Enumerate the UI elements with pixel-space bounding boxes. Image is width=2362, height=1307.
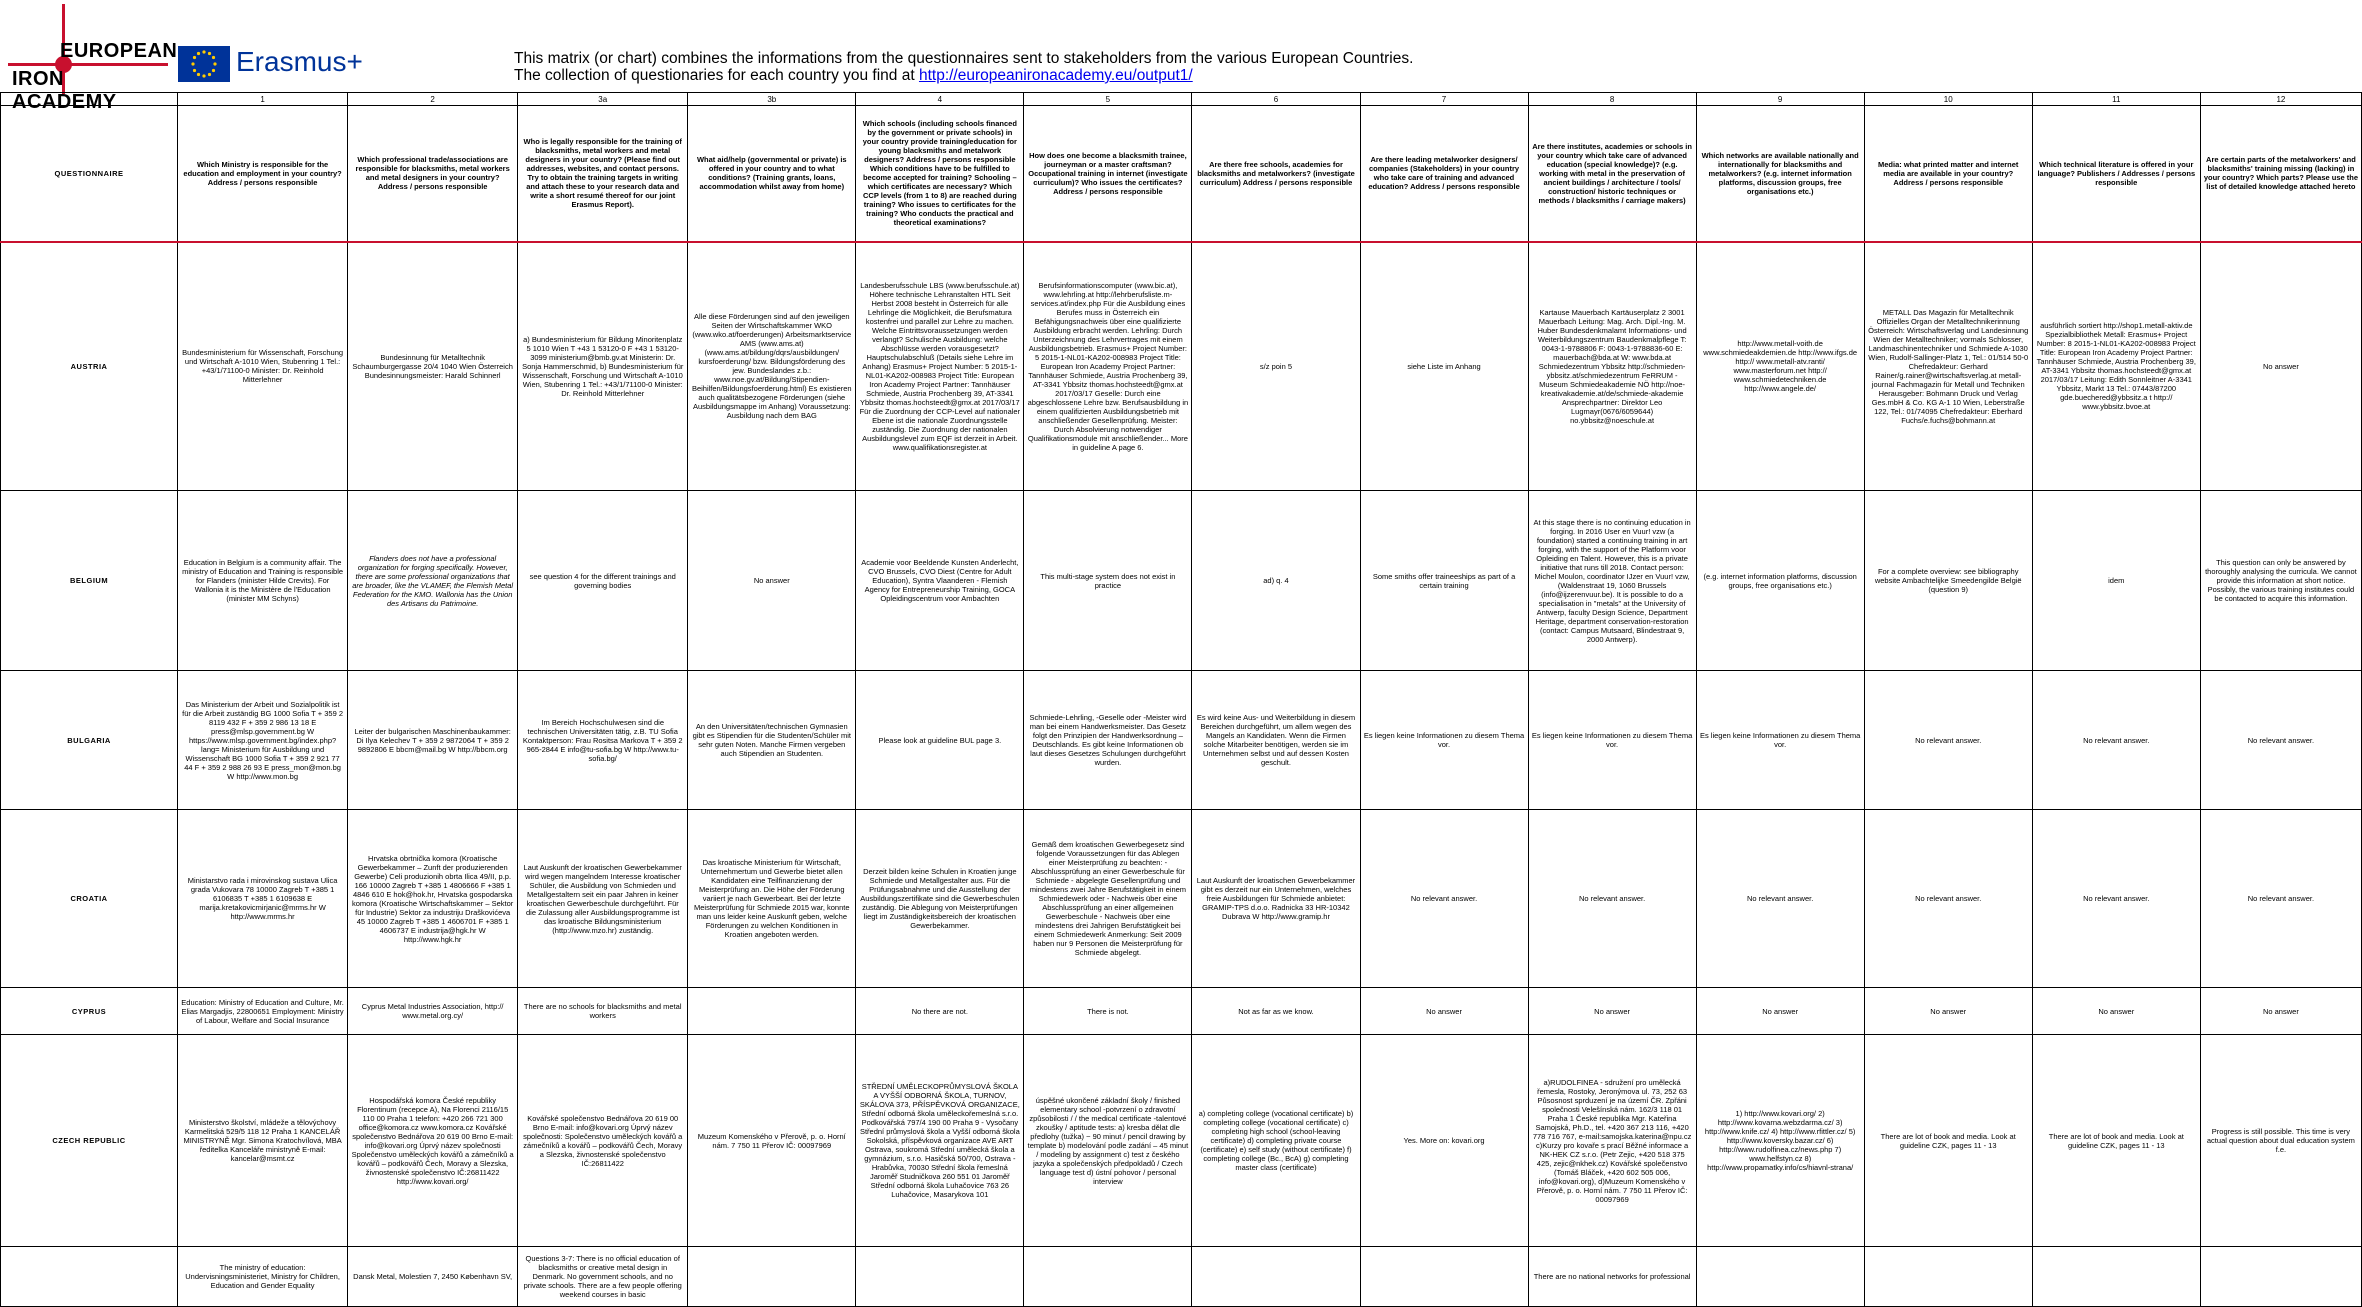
answer-cell: a) completing college (vocational certificate) b) completing college (vocational certificate) c) completing high school (school-leaving certificate) d) completing private course (certificate) e) self study (without certificate) f) completing college (Bc., BcA) g) completing master class (certificate) <box>1192 1035 1360 1247</box>
answer-cell: Alle diese Förderungen sind auf den jeweiligen Seiten der Wirtschaftskammer WKO (www.wko.at/foerderungen) Arbeitsmarktservice AMS (www.ams.at) (www.ams.at/bildung/dqrs/ausbildungen/ kursfoerderung/ bzw. Bildungsförderung des jew. Bundeslandes z.b.: www.noe.gv.at/Bildung/Stipendien-Beihilfen/Bildungsfoerderung.html) Es existieren auch qualitätsbezogene Förderungen (siehe Ausbildungsmappe im Anhang) Voraussetzung: Ausbildung nach dem BAG <box>688 242 856 491</box>
answer-cell: No answer <box>1360 988 1528 1035</box>
question-cell: Media: what printed matter and internet media are available in your country? Address / persons responsible <box>1864 106 2032 242</box>
answer-cell: (e.g. internet information platforms, discussion groups, free organisations etc.) <box>1696 491 1864 671</box>
question-cell: Which networks are available nationally and internationally for blacksmiths and metalworkers? (e.g. internet information platforms, discussion groups, free organisations etc.) <box>1696 106 1864 242</box>
column-number-row <box>1 93 2362 106</box>
answer-cell: http://www.metall-voith.de www.schmiedeakdemien.de http://www.ifgs.de http:// www.metall-atv.ranti/ www.masterforum.net http:// www.schmiedetechniken.de http://www.angele.de/ <box>1696 242 1864 491</box>
matrix-table <box>0 92 2362 1307</box>
question-cell: How does one become a blacksmith trainee, journeyman or a master craftsman? Occupational training in internet (investigate curriculum)? Who issues the certificates? Address / persons responsible <box>1024 106 1192 242</box>
answer-cell: Das Ministerium der Arbeit und Sozialpolitik ist für die Arbeit zuständig BG 1000 Sofia T + 359 2 8119 432 F + 359 2 986 13 18 E press@mlsp.government.bg W https://www.mlsp.government.bg/index.php?lang= Ministerium für Ausbildung und Wissenschaft BG 1000 Sofia T + 359 2 921 77 44 F + 359 2 988 26 93 E press_mon@mon.bg W http://www.mon.bg <box>178 671 348 810</box>
answer-cell: siehe Liste im Anhang <box>1360 242 1528 491</box>
country-row <box>1 988 2362 1035</box>
country-name: CYPRUS <box>1 988 178 1035</box>
answer-cell: Hrvatska obrtnička komora (Kroatische Gewerbekammer – Zunft der produzierenden Gewerbe) Celi produzionih obrta Ilica 49/II, p.p. 166 10000 Zagreb T +385 1 4806666 F +385 1 4846 610 E hok@hok.hr, Hrvatska gospodarska komora (Kroatische Wirtschaftskammer – Sektor für Industrie) Sektor za industriju Draškovićeva 45 10000 Zagreb T +385 1 4606701 F +385 1 4606737 E industrija@hgk.hr W http://www.hgk.hr <box>348 810 518 988</box>
column-number: 10 <box>1864 93 2032 106</box>
answer-cell: Leiter der bulgarischen Maschinenbaukammer: Di Ilya Kelechev T + 359 2 9872064 T + 359 2 9892806 E bbcm@mail.bg W http://bbcm.org <box>348 671 518 810</box>
answer-cell <box>856 1247 1024 1307</box>
answer-cell <box>2032 1247 2200 1307</box>
eu-flag-icon <box>178 46 230 82</box>
answer-cell: This multi-stage system does not exist in practice <box>1024 491 1192 671</box>
question-cell: Which professional trade/associations are responsible for blacksmiths, metal workers and metal designers in your country? Address / persons responsible <box>348 106 518 242</box>
answer-cell: No answer <box>1528 988 1696 1035</box>
questionnaire-row <box>1 106 2362 242</box>
answer-cell: No there are not. <box>856 988 1024 1035</box>
answer-cell <box>1864 1247 2032 1307</box>
answer-cell: METALL Das Magazin für Metalltechnik Offizielles Organ der Metalltechnikerinnung Österreich: Wirtschaftsverlag und Landesinnung Wien der Metalltechniker; vormals Schlosser, Landmaschinentechniker und Schmiede A-1030 Wien, Rudolf-Sallinger-Platz 1, Tel.: 01/514 50-0 Chefredakteur: Gerhard Rainer/g.rainer@wirtschaftsverlag.at metall-journal Fachmagazin für Metall und Techniken Herausgeber: Bohmann Druck und Verlag Ges.mbH & Co. KG A-1 10 Wien, Leberstraße 122, Tel.: 01/74095 Chefredakteur: Eberhard Fuchs/e.fuchs@bohmann.at <box>1864 242 2032 491</box>
answer-cell: At this stage there is no continuing education in forging. In 2016 User en Vuur! vzw (a foundation) started a continuing training in art forging, with the support of the Platform voor Opleiding en Talent. However, this is a private initiative that runs till 2018. Contact person: Michel Moulon, coordinator IJzer en Vuur! vzw, (Waldenstraat 19, 1060 Brussels (info@ijzerenvuur.be). It is possible to do a specialisation in "metals" at the University of Antwerp, faculty Design Science, Department Heritage, department conservation-restoration (contact: Campus Mutsaard, Blindestraat 9, 2000 Antwerp). <box>1528 491 1696 671</box>
answer-cell: No answer <box>1864 988 2032 1035</box>
answer-cell: ad) q. 4 <box>1192 491 1360 671</box>
column-number: 11 <box>2032 93 2200 106</box>
country-name: AUSTRIA <box>1 242 178 491</box>
answer-cell: Im Bereich Hochschulwesen sind die technischen Universitäten tätig, z.B. TU Sofia Kontaktperson: Frau Rositsa Markova T + 359 2 965-2844 E info@tu-sofia.bg W http://www.tu-sofia.bg/ <box>518 671 688 810</box>
answer-cell: Landesberufsschule LBS (www.berufsschule.at) Höhere technische Lehranstalten HTL Seit Herbst 2008 besteht in Österreich für alle Lehrlinge die Möglichkeit, die Berufsmatura kostenfrei und parallel zur Lehre zu machen. Welche Eintrittsvoraussetzungen werden verlangt? Schulische Ausbildung: welche Abschlüsse werden vorausgesetzt? Hauptschulabschluß (Details siehe Lehre im Anhang) Erasmus+ Project Number: 5 2015-1-NL01-KA202-008983 Project Title: European Iron Academy Project Partner: Tannhäuser Schmiede, Austria Prochenberg 39, AT-3341 Ybbsitz thomas.hochsteedt@gmx.at 2017/03/17 Für die Zuordnung der CCP-Level auf nationaler Ebene ist die nationale Zuordnungsstelle zuständig. Die Zuordnung der nationalen Ausbildungslevel zum EQF ist derzeit in Arbeit. www.qualifikationsregister.at <box>856 242 1024 491</box>
country-name: CROATIA <box>1 810 178 988</box>
answer-cell: No answer <box>2032 988 2200 1035</box>
answer-cell: Progress is still possible. This time is very actual question about dual education system f.e. <box>2200 1035 2361 1247</box>
answer-cell: No answer <box>2200 242 2361 491</box>
country-row <box>1 491 2362 671</box>
answer-cell: Gemäß dem kroatischen Gewerbegesetz sind folgende Voraussetzungen für das Ablegen einer Meisterprüfung zu beachten: - Abschlussprüfung an einer Gewerbeschule für Schmiede - abgelegte Gesellenprüfung und mindestens zwei Jahre Berufstätigkeit in einem Schmiedewerk oder - Nachweis über eine Abschlussprüfung an einer allgemeinen Gewerbeschule - Nachweis über eine mindestens drei Jahrigen Berufstätigkeit bei einem Schmiedewerk Anmerkung: Seit 2009 haben nur 9 Personen die Meisterprüfung für Schmiede abgelegt. <box>1024 810 1192 988</box>
country-row <box>1 1247 2362 1307</box>
answer-cell <box>2200 1247 2361 1307</box>
column-number: 5 <box>1024 93 1192 106</box>
column-number: 1 <box>178 93 348 106</box>
answer-cell: Das kroatische Ministerium für Wirtschaft, Unternehmertum und Gewerbe bietet allen Kandidaten eine Teilfinanzierung der Meisterprüfung an. Die Höhe der Förderung variiert je nach Gewerbeart. Bei der letzte Meisterprüfung für Schmiede 2015 war, konnte man uns leider keine Auskunft geben, welche Förderungen zu welchen Konditionen in Kroatien angeboten werden. <box>688 810 856 988</box>
answer-cell: There are lot of book and media. Look at guideline CZK, pages 11 - 13 <box>2032 1035 2200 1247</box>
answer-cell: a) Bundesministerium für Bildung Minoritenplatz 5 1010 Wien T +43 1 53120-0 F +43 1 53120-3099 ministerium@bmb.gv.at Ministerin: Dr. Sonja Hammerschmid, b) Bundesministerium für Wissenschaft, Forschung und Wirtschaft A-1010 Wien, Stubenring 1 Tel.: +43/1/71100-0 Minister: Dr. Reinhold Mitterlehner <box>518 242 688 491</box>
answer-cell: idem <box>2032 491 2200 671</box>
answer-cell: Es liegen keine Informationen zu diesem Thema vor. <box>1360 671 1528 810</box>
intro-line1: This matrix (or chart) combines the informations from the questionnaires sent to stakeholders from the various European Countries. <box>514 50 1414 67</box>
intro-line2-text: The collection of questionaries for each country you find at <box>514 67 915 84</box>
answer-cell: There is not. <box>1024 988 1192 1035</box>
answer-cell: Dansk Metal, Molestien 7, 2450 København SV, <box>348 1247 518 1307</box>
answer-cell <box>1024 1247 1192 1307</box>
answer-cell: Academie voor Beeldende Kunsten Anderlecht, CVO Brussels, CVO Diest (Centre for Adult Education), Syntra Vlaanderen - Flemish Agency for Entrepreneurship Training, GOCA Opleidingscentrum voor Ambachten <box>856 491 1024 671</box>
logo-cross-horizontal <box>8 63 168 66</box>
answer-cell: Some smiths offer traineeships as part of a certain training <box>1360 491 1528 671</box>
answer-cell: There are no schools for blacksmiths and metal workers <box>518 988 688 1035</box>
answer-cell: There are lot of book and media. Look at guideline CZK, pages 11 - 13 <box>1864 1035 2032 1247</box>
question-cell: Are there institutes, academies or schools in your country which take care of advanced education (special knowledge)? (e.g. working with metal in the preservation of ancient buildings / architecture / tools/ construction/ historic techniques or methods / blacksmiths / carriage makers) <box>1528 106 1696 242</box>
erasmus-plus-logo <box>178 44 378 86</box>
answer-cell: No relevant answer. <box>2200 810 2361 988</box>
answer-cell: Berufsinformationscomputer (www.bic.at), www.lehrling.at http://lehrberufsliste.m-services.at/index.php Für die Ausbildung eines Berufes muss in Österreich ein Befähigungsnachweis über eine qualifizierte Ausbildung erbracht werden. Lehrling: Durch Unterzeichnung des Lehrvertrages mit einem Ausbildungsbetrieb. Erasmus+ Project Number: 5 2015-1-NL01-KA202-008983 Project Title: European Iron Academy Project Partner: Tannhäuser Schmiede, Austria Prochenberg 39, AT-3341 Ybbsitz thomas.hochsteedt@gmx.at 2017/03/17 Geselle: Durch eine abgeschlossene Lehre bzw. Berufsausbildung in einem qualifizierten Ausbildungsbetrieb mit anschließender Gesellenprüfung. Meister: Durch Absolvierung notwendiger Qualifikationsmodule mit anschließender... More in guideline A page 6. <box>1024 242 1192 491</box>
country-name: CZECH REPUBLIC <box>1 1035 178 1247</box>
answer-cell: Muzeum Komenského v Přerově, p. o. Horní nám. 7 750 11 Přerov IČ: 00097969 <box>688 1035 856 1247</box>
column-number: 2 <box>348 93 518 106</box>
answer-cell: STŘEDNÍ UMĚLECKOPRŮMYSLOVÁ ŠKOLA A VYŠŠÍ ODBORNÁ ŠKOLA, TURNOV, SKÁLOVA 373, PŘÍSPĚVKOVÁ ORGANIZACE, Střední odborná škola uměleckořemeslná s.r.o. Podkovářská 797/4 190 00 Praha 9 - Vysočany Střední průmyslová škola a Vyšší odborná škola Sokolská, příspěvková organizace AVE ART Ostrava, soukromá Střední umělecká škola a gymnázium, s.r.o. Hasičská 50/700, Ostrava - Hrabůvka, 70030 Střední škola řemeslná Jaroměř Studničkova 260 551 01 Jaroměř Střední odborná škola Luhačovice 763 26 Luhačovice, Masarykova 101 <box>856 1035 1024 1247</box>
answer-cell: Laut Auskunft der kroatischen Gewerbekammer gibt es derzeit nur ein Unternehmen, welches freie Ausbildungen für Schmiede anbietet: GRAMIP-TPS d.o.o. Radnicka 33 HR-10342 Dubrava W http://www.gramip.hr <box>1192 810 1360 988</box>
country-row <box>1 671 2362 810</box>
answer-cell: Not as far as we know. <box>1192 988 1360 1035</box>
answer-cell: Es liegen keine Informationen zu diesem Thema vor. <box>1696 671 1864 810</box>
answer-cell: No answer <box>1696 988 1864 1035</box>
logo-line1: EUROPEAN <box>60 40 178 62</box>
answer-cell: This question can only be answered by thoroughly analysing the curricula. We cannot provide this information at short notice. Possibly, the various training institutes could be contacted to acquire this information. <box>2200 491 2361 671</box>
answer-cell: a)RUDOLFINEA - sdružení pro umělecká řemesla, Rostoky, Jeronýmova ul. 73, 252 63 Půsosnost sprduzení je na území ČR. Zpřáni společnosti Velešínská nám. 162/3 118 01 Praha 1 České republika Mgr. Kateřina Samojská, Ph.D., tel. +420 367 213 116, +420 778 716 767, e-mail:samojska.katerina@npu.cz c)Kurzy pro kovaře s prací Běžné informace a NK-HEK CZ s.r.o. (Petr Zejic, +420 518 375 425, zejic@nkhek.cz) Kovářské společenstvo (Tomáš Bláček, +420 602 505 006, info@kovari.org), d)Muzeum Komenského v Přerově, p. o. Horní nám. 7 750 11 Přerov IČ: 00097969 <box>1528 1035 1696 1247</box>
answer-cell: Please look at guideline BUL page 3. <box>856 671 1024 810</box>
answer-cell: Schmiede-Lehrling, -Geselle oder -Meister wird man bei einem Handwerksmeister. Das Gesetz folgt den Prinzipien der Handwerksordnung – Deutschlands. Es gibt keine Informationen ob laut dieses Gesetzes Schulungen durchgeführt wurden. <box>1024 671 1192 810</box>
country-row <box>1 810 2362 988</box>
answer-cell: No relevant answer. <box>2032 671 2200 810</box>
answer-cell: Es liegen keine Informationen zu diesem Thema vor. <box>1528 671 1696 810</box>
column-number: 6 <box>1192 93 1360 106</box>
answer-cell <box>1192 1247 1360 1307</box>
question-cell: Which Ministry is responsible for the education and employment in your country? Address / persons responsible <box>178 106 348 242</box>
column-number: 3a <box>518 93 688 106</box>
answer-cell: An den Universitäten/technischen Gymnasien gibt es Stipendien für die Studenten/Schüler mit sehr guten Noten. Manche Firmen vergeben auch Stipendien an Studenten. <box>688 671 856 810</box>
logo-line2: IRON ACADEMY <box>12 68 117 113</box>
answer-cell <box>1696 1247 1864 1307</box>
answer-cell: No relevant answer. <box>2032 810 2200 988</box>
answer-cell: úspěšné ukončené základní školy / finished elementary school -potvrzení o zdravotní způsobilosti / / the medical certificate -talentové zkoušky / aptitude tests: a) kresba dělat dle předlohy (tužka) ~ 90 minut / pencil drawing by template b) modelování podle zadání – 45 minut / modeling by assignment c) test z českého jazyka a společenských předpokladů / Czech language test d) ústní pohovor / personal interview <box>1024 1035 1192 1247</box>
country-row <box>1 1035 2362 1247</box>
question-cell: Are certain parts of the metalworkers' and blacksmiths' training missing (lacking) in your country? Which parts? Please use the list of detailed knowledge attached hereto <box>2200 106 2361 242</box>
answer-cell: Ministerstvo školství, mládeže a tělovýchovy Karmelitská 529/5 118 12 Praha 1 KANCELÁŘ MINISTRYNĚ Mgr. Simona Kratochvílová, MBA ředitelka Kanceláře ministryně E-mail: kancelar@msmt.cz <box>178 1035 348 1247</box>
answer-cell: Derzeit bilden keine Schulen in Kroatien junge Schmiede und Metallgestalter aus. Für die Prüfungsabnahme und die Ausstellung der Ausbildungszertifikate sind die Gewerbeschulen zuständig. Die Ablegung von Meisterprüfungen liegt im Zuständigkeitsbereich der kroatischen Gewerbekammer. <box>856 810 1024 988</box>
questionnaires-link[interactable]: http://europeanironacademy.eu/output1/ <box>918 67 1193 84</box>
column-number: 3b <box>688 93 856 106</box>
answer-cell <box>688 1247 856 1307</box>
answer-cell: Cyprus Metal Industries Association, http:// www.metal.org.cy/ <box>348 988 518 1035</box>
intro-line2 <box>514 67 1413 84</box>
column-number: 8 <box>1528 93 1696 106</box>
answer-cell: Flanders does not have a professional organization for forging specifically. However, there are some professional organizations that are broader, like the VLAMEF, the Flemish Metal Federation for the KMO. Wallonia has the Union des Artisans du Patrimoine. <box>348 491 518 671</box>
answer-cell: Education: Ministry of Education and Culture, Mr. Elias Margadjis, 22800651 Employment: Ministry of Labour, Welfare and Social Insurance <box>178 988 348 1035</box>
answer-cell: Education in Belgium is a community affair. The ministry of Education and Training is responsible for Flanders (minister Hilde Crevits). For Wallonia it is the Ministère de l'Education (minister MM Schyns) <box>178 491 348 671</box>
country-name: BELGIUM <box>1 491 178 671</box>
answer-cell: Es wird keine Aus- und Weiterbildung in diesem Bereichen durchgeführt, um allem wegen des Mangels an Kandidaten. Wenn die Firmen solche Mitarbeiter benötigen, werden sie im Unternehmen selbst und auf dessen Kosten geschult. <box>1192 671 1360 810</box>
question-cell: Who is legally responsible for the training of blacksmiths, metal workers and metal designers in your country? (Please find out addresses, websites, and contact persons. Try to obtain the training targets in writing and attach these to your research data and write a short resumé thereof for our joint Erasmus Report). <box>518 106 688 242</box>
erasmus-plus-wordmark: Erasmus+ <box>236 46 363 77</box>
answer-cell: Questions 3-7: There is no official education of blacksmiths or creative metal design in Denmark. No government schools, and no private schools. There are a few people offering weekend courses in basic <box>518 1247 688 1307</box>
answer-cell: The ministry of education: Undervisningsministeriet, Ministry for Children, Education and Gender Equality <box>178 1247 348 1307</box>
intro-text <box>514 50 1413 84</box>
answer-cell: Laut Auskunft der kroatischen Gewerbekammer wird wegen mangelndem Interesse kroatischer Schüler, die Ausbildung von Schmieden und Metallgestaltern seit ein paar Jahren in keiner kroatischen Gewerbeschule durchgeführt. Für die Zulassung aller Ausbildungsprogramme ist das kroatische Bildungsministerium (http://www.mzo.hr) zuständig. <box>518 810 688 988</box>
answer-cell: No relevant answer. <box>1528 810 1696 988</box>
answer-cell: Bundesministerium für Wissenschaft, Forschung und Wirtschaft A-1010 Wien, Stubenring 1 Tel.: +43/1/71100-0 Minister: Dr. Reinhold Mitterlehner <box>178 242 348 491</box>
answer-cell: No relevant answer. <box>2200 671 2361 810</box>
answer-cell: For a complete overview: see bibliography website Ambachtelijke Smeedengilde België (question 9) <box>1864 491 2032 671</box>
answer-cell: 1) http://www.kovari.org/ 2) http://www.kovarna.webzdarma.cz/ 3) http://www.knife.cz/ 4) http://www.rfittler.cz/ 5) http://www.koversky.bazar.cz/ 6) http://www.rudolfinea.cz/news.php 7) www.helfstyn.cz 8) http://www.propamatky.info/cs/hiavnl-strana/ <box>1696 1035 1864 1247</box>
answer-cell: No relevant answer. <box>1864 671 2032 810</box>
question-cell: Which technical literature is offered in your language? Publishers / Addresses / persons responsible <box>2032 106 2200 242</box>
answer-cell <box>1360 1247 1528 1307</box>
answer-cell: Kovářské společenstvo Bednářova 20 619 00 Brno E-mail: info@kovari.org Úprvý název společnosti: Společenstvo uměleckých kovářů a zámečníků a kovářů – podkovářů Čech, Moravy a Slezska, živnostenské společenstvo IČ:26811422 <box>518 1035 688 1247</box>
stakeholder-matrix <box>0 92 2362 1299</box>
answer-cell: see question 4 for the different trainings and governing bodies <box>518 491 688 671</box>
question-cell: Which schools (including schools financed by the government or private schools) in your country provide training/education for young blacksmiths and metalwork designers? Address / persons responsible Which conditions have to be fulfilled to become accepted for training? Schooling – which certificates are necessary? Which CCP levels (from 1 to 8) are reached during training? Who issues to certificates for the training? Who conducts the practical and theoretical examinations? <box>856 106 1024 242</box>
column-number: 9 <box>1696 93 1864 106</box>
column-number-blank <box>1 93 178 106</box>
question-cell: Are there leading metalworker designers/ companies (Stakeholders) in your country who take care of training and advanced education? Address / persons responsible <box>1360 106 1528 242</box>
answer-cell: ausführlich sortiert http://shop1.metall-aktiv.de Spezialbibliothek Metall: Erasmus+ Project Number: 8 2015-1-NL01-KA202-008983 Project Title: European Iron Academy Project Partner: Tannhäuser Schmiede, Austria Prochenberg 39, AT-3341 Ybbsitz thomas.hochsteedt@gmx.at 2017/03/17 Leitung: Edith Sonnleitner A-3341 Ybbsitz, Markt 13 Tel.: 07443/87200 gde.buechered@ybbsitz.a t http:// www.ybbsitz.bvoe.at <box>2032 242 2200 491</box>
country-name: BULGARIA <box>1 671 178 810</box>
answer-cell: No answer <box>688 491 856 671</box>
answer-cell: No relevant answer. <box>1864 810 2032 988</box>
question-cell: What aid/help (governmental or private) is offered in your country and to what conditions? (Training grants, loans, accommodation whilst away from home) <box>688 106 856 242</box>
country-row <box>1 242 2362 491</box>
column-number: 7 <box>1360 93 1528 106</box>
answer-cell: Bundesinnung für Metalltechnik Schaumburgergasse 20/4 1040 Wien Österreich Bundesinnungsmeister: Harald Schinnerl <box>348 242 518 491</box>
answer-cell: Kartause Mauerbach Kartäuserplatz 2 3001 Mauerbach Leitung: Mag. Arch. Dipl.-Ing. M. Huber Bundesdenkmalamt Informations- und Weiterbildungszentrum Baudenkmalpflege T: 0043-1-9788806 F: 0043-1-9788836-60 E: mauerbach@bda.at W: www.bda.at Schmiedezentrum Ybbsitz http://schmieden-ybbsitz.at/schmiedezentrum FeRRUM - Museum Schmiedeakademie NÖ http://noe-kreativakademie.at/de/schmiede-akademie Ansprechpartner: Direktor Leo Lugmayr(0676/6059644) no.ybbsitz@noeschule.at <box>1528 242 1696 491</box>
answer-cell: There are no national networks for professional <box>1528 1247 1696 1307</box>
answer-cell <box>688 988 856 1035</box>
european-iron-academy-logo <box>8 4 178 113</box>
answer-cell: No relevant answer. <box>1360 810 1528 988</box>
country-name <box>1 1247 178 1307</box>
answer-cell: s/z poin 5 <box>1192 242 1360 491</box>
answer-cell: Hospodářská komora České republiky Florentinum (recepce A), Na Florenci 2116/15 110 00 Praha 1 telefon: +420 266 721 300 office@komora.cz www.komora.cz Kovářské společenstvo Bednářova 20 619 00 Brno E-mail: info@kovari.org Úprvý název společnosti Společenstvo uměleckých kovářů a zámečníků a kovářů – podkovářů Čech, Moravy a Slezska, živnostenské společenstvo IČ:26811422 http://www.kovari.org/ <box>348 1035 518 1247</box>
answer-cell: Yes. More on: kovari.org <box>1360 1035 1528 1247</box>
answer-cell: Ministarstvo rada i mirovinskog sustava Ulica grada Vukovara 78 10000 Zagreb T +385 1 6106835 T +385 1 6109638 E marija.kretakovicmirjanic@mrms.hr W http://www.mrms.hr <box>178 810 348 988</box>
column-number: 4 <box>856 93 1024 106</box>
question-cell: Are there free schools, academies for blacksmiths and metalworkers? (investigate curriculum) Address / persons responsible <box>1192 106 1360 242</box>
answer-cell: No answer <box>2200 988 2361 1035</box>
column-number: 12 <box>2200 93 2361 106</box>
answer-cell: No relevant answer. <box>1696 810 1864 988</box>
questionnaire-label: QUESTIONNAIRE <box>1 106 178 242</box>
